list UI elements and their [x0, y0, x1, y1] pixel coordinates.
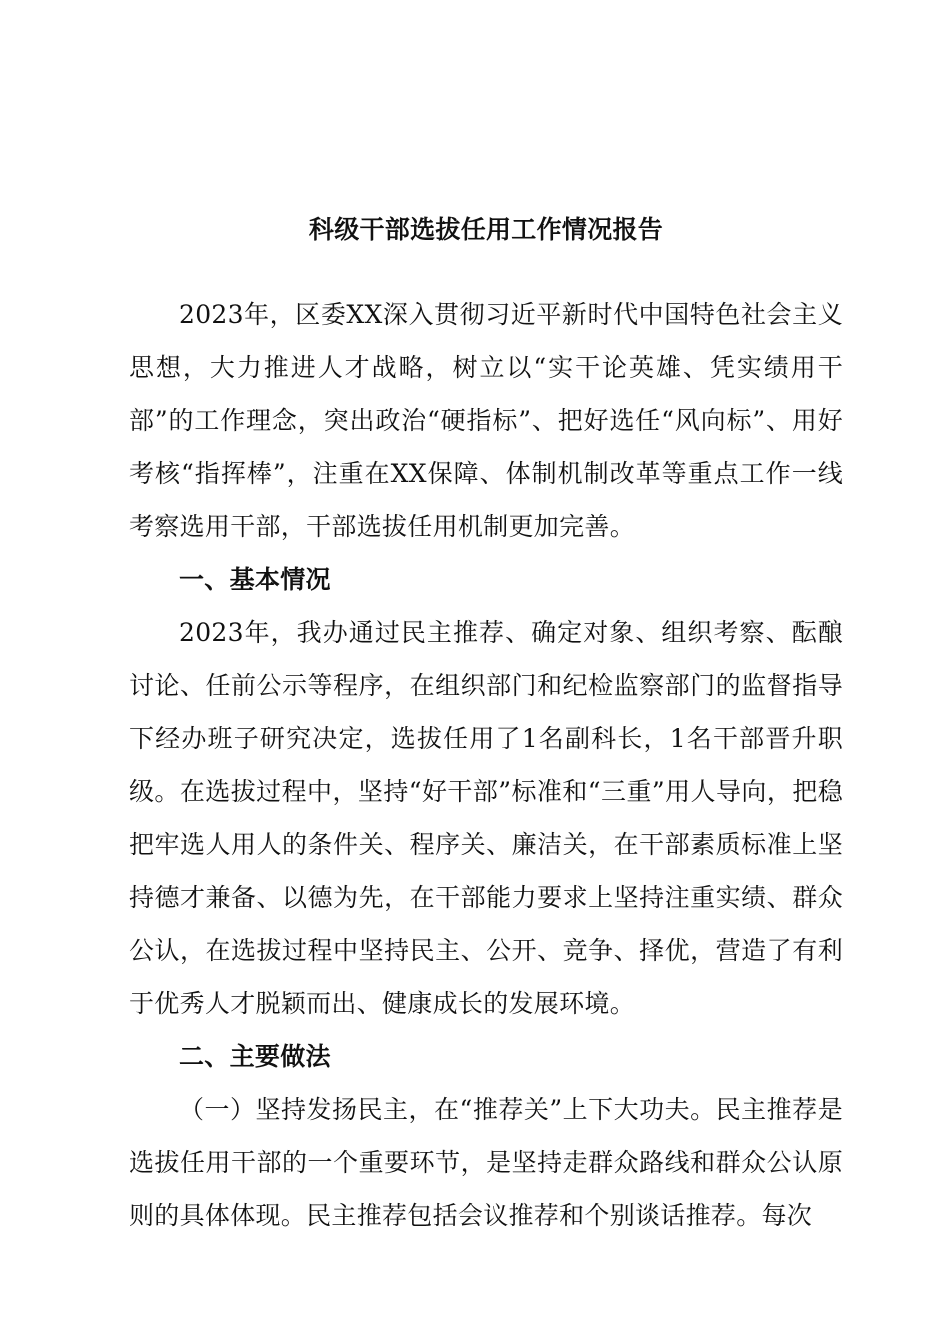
- section-heading-main-practices: 二、主要做法: [179, 1042, 331, 1071]
- document-body: [129, 210, 843, 1242]
- main-practices-paragraph: （一）坚持发扬民主，在“推荐关”上下大功夫。民主推荐是选拔任用干部的一个重要环节，是坚持走群众路线和群众公认原则的具体体现。民主推荐包括会议推荐和个别谈话推荐。每次: [129, 1095, 843, 1230]
- intro-paragraph: 2023年，区委XX深入贯彻习近平新时代中国特色社会主义思想，大力推进人才战略，树立以“实干论英雄、凭实绩用干部”的工作理念，突出政治“硬指标”、把好选任“风向标”、用好考核“指挥棒”，注重在XX保障、体制机制改革等重点工作一线考察选用干部，干部选拔任用机制更加完善。: [129, 300, 843, 541]
- basic-situation-paragraph: 2023年，我办通过民主推荐、确定对象、组织考察、酝酿讨论、任前公示等程序，在组织部门和纪检监察部门的监督指导下经办班子研究决定，选拔任用了1名副科长，1名干部晋升职级。在选拔过程中，坚持“好干部”标准和“三重”用人导向，把稳把牢选人用人的条件关、程序关、廉洁关，在干部素质标准上坚持德才兼备、以德为先，在干部能力要求上坚持注重实绩、群众公认，在选拔过程中坚持民主、公开、竞争、择优，营造了有利于优秀人才脱颖而出、健康成长的发展环境。: [129, 618, 843, 1018]
- document-title: 科级干部选拔任用工作情况报告: [308, 215, 664, 244]
- section-heading-basic-situation: 一、基本情况: [179, 565, 331, 594]
